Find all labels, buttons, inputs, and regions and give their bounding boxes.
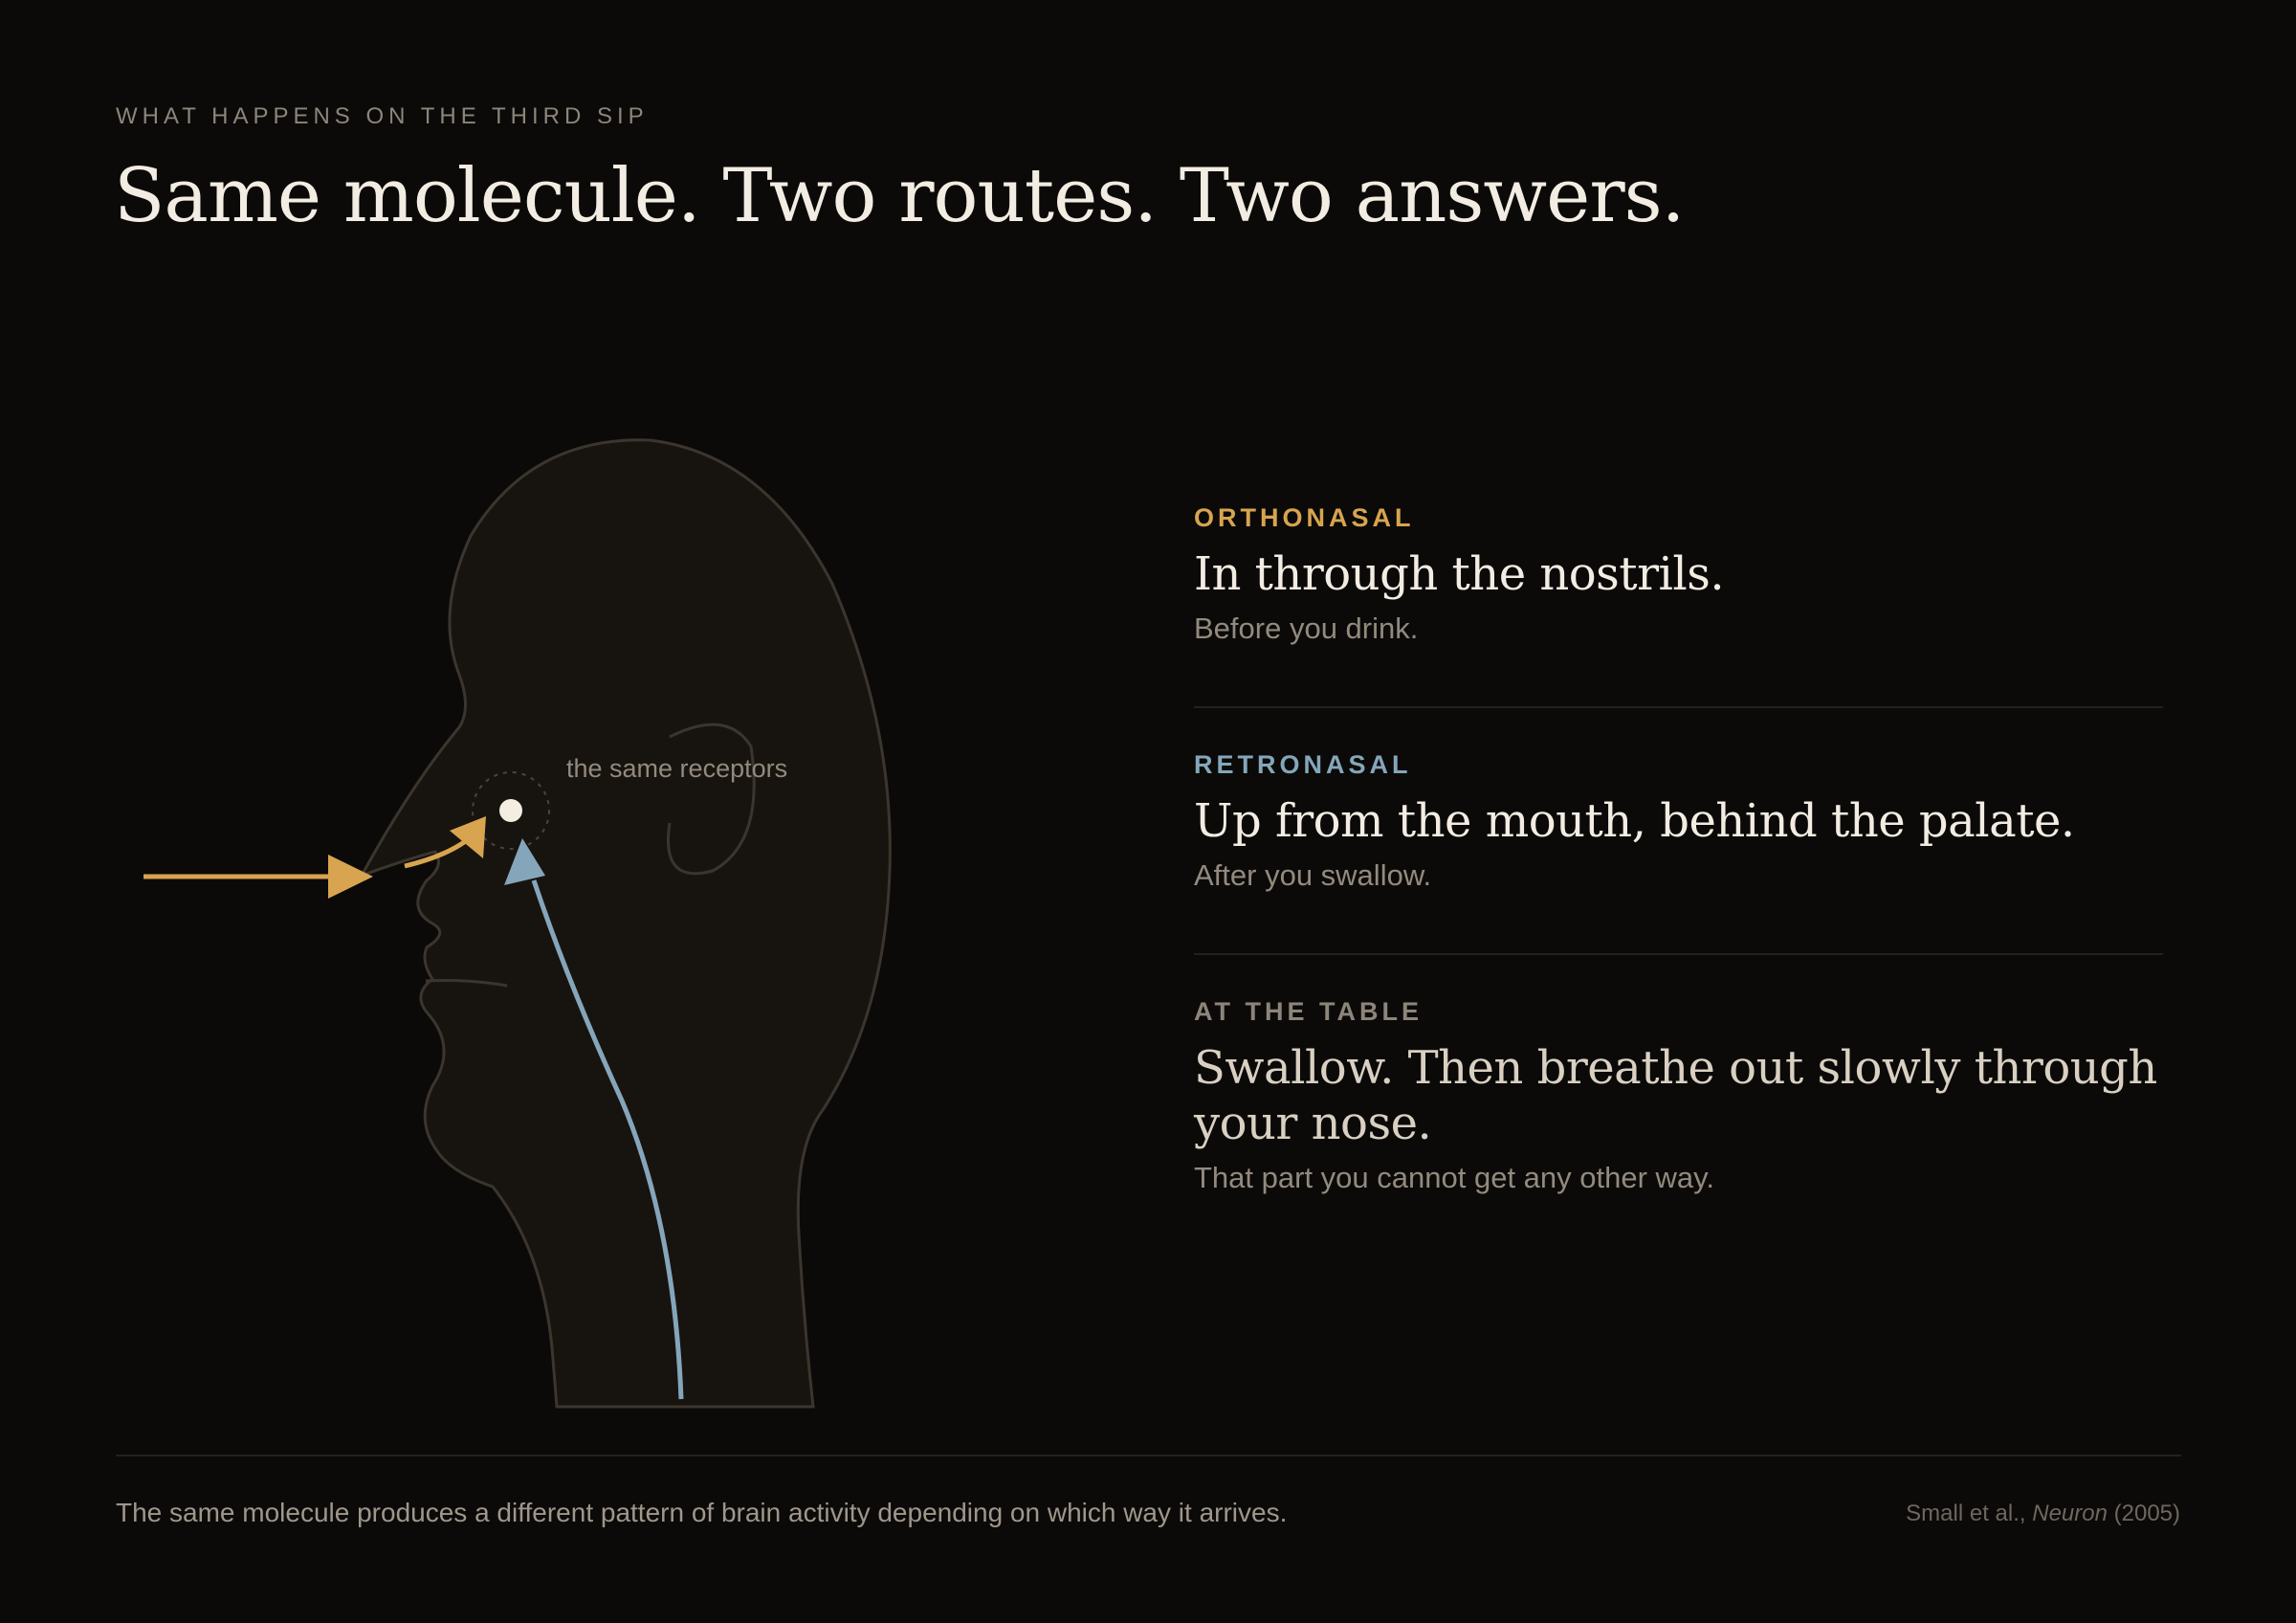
route-at-the-table: [1194, 955, 2163, 1195]
route-label: RETRONASAL: [1194, 750, 1412, 779]
route-label: AT THE TABLE: [1194, 997, 1423, 1026]
route-orthonasal: [1194, 488, 2163, 708]
page-title: Same molecule. Two routes. Two answers.: [114, 153, 1685, 239]
head-diagram: [0, 0, 1129, 1623]
footer-note: The same molecule produces a different pattern of brain activity depending on which way it arrives.: [116, 1498, 1288, 1527]
route-title: In through the nostrils.: [1194, 547, 1725, 601]
citation: [1906, 1501, 2180, 1527]
route-title: Up from the mouth, behind the palate.: [1194, 794, 2075, 848]
eyebrow: WHAT HAPPENS ON THE THIRD SIP: [116, 103, 649, 129]
route-subtitle: That part you cannot get any other way.: [1194, 1161, 1714, 1194]
receptor-label: the same receptors: [566, 754, 788, 783]
citation-journal: Neuron: [2032, 1501, 2108, 1526]
orthonasal-arrow-head: [328, 855, 373, 899]
route-retronasal: [1194, 708, 2163, 955]
citation-year: (2005): [2113, 1501, 2180, 1526]
route-subtitle: Before you drink.: [1194, 611, 1419, 645]
route-title: Swallow. Then breathe out slowly through your nose.: [1194, 1041, 2157, 1150]
head-silhouette: [362, 440, 890, 1407]
citation-authors: Small et al.,: [1906, 1501, 2026, 1526]
receptor-dot: [499, 799, 522, 822]
footer-divider: [116, 1455, 2181, 1456]
route-label: ORTHONASAL: [1194, 503, 1415, 532]
route-subtitle: After you swallow.: [1194, 858, 1432, 892]
route-list: [1194, 488, 2163, 1195]
